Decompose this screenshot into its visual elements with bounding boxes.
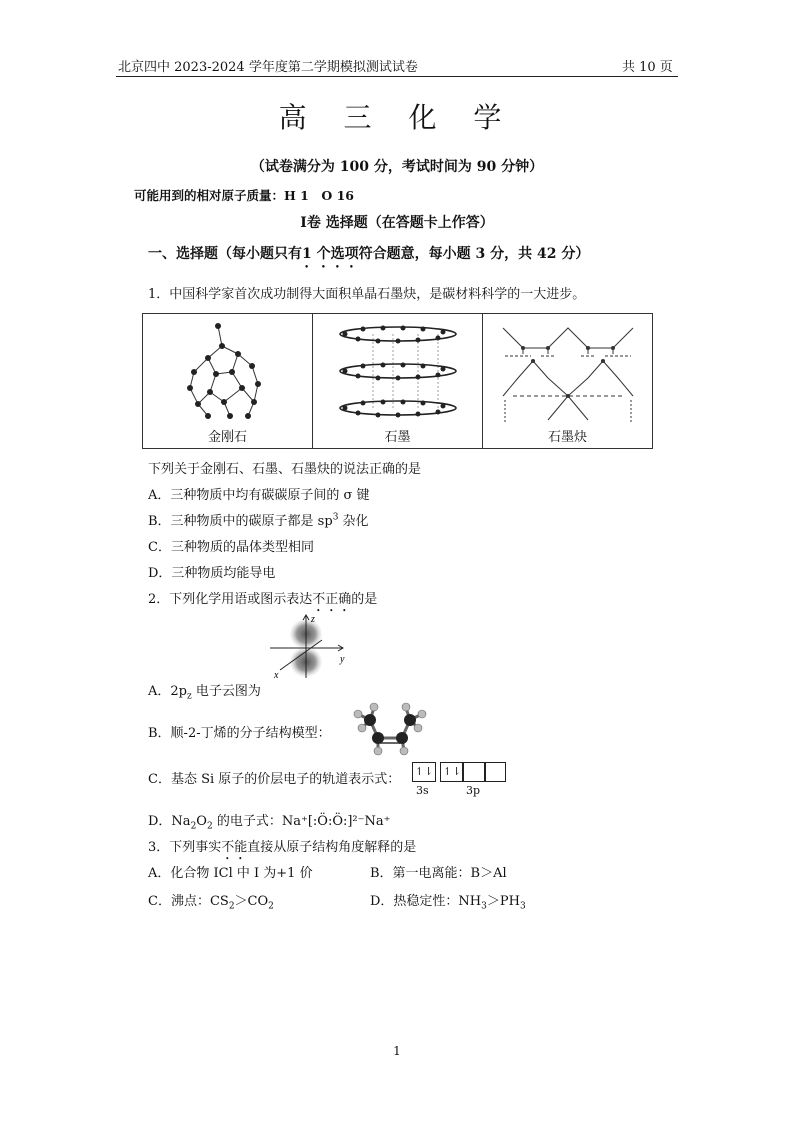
q2-option-a-sub: z: [186, 691, 192, 702]
q2-option-d-sub1: 2: [190, 821, 197, 832]
orbital-3p-2: [462, 762, 486, 782]
axis-label-y: y: [340, 654, 345, 665]
graphdiyne-structure-image: [493, 316, 643, 426]
q1-question: 下列关于金刚石、石墨、石墨炔的说法正确的是: [148, 462, 422, 477]
section-emph: 1 个选项: [302, 246, 359, 262]
q1-stem: 1．中国科学家首次成功制得大面积单晶石墨炔，是碳材料科学的一大进步。: [148, 287, 586, 302]
q2-option-a: [148, 680, 261, 702]
q3-stem-pre: 3．下列事实: [148, 840, 222, 855]
diamond-structure-image: [168, 316, 288, 426]
q1-option-a: A．三种物质中均有碳碳原子间的 σ 键: [148, 488, 370, 503]
header-left: 北京四中 2023-2024 学年度第二学期模拟测试试卷: [118, 60, 418, 75]
q2-option-a-post: 电子云图为: [191, 684, 261, 699]
q2-stem-emph: 不正确: [312, 592, 352, 607]
q2-option-d-pre: D．Na: [148, 814, 191, 829]
q3-option-c: [148, 890, 274, 912]
fig-caption-graphite: 石墨: [384, 430, 411, 445]
q3-stem: [148, 836, 416, 863]
section-title: [148, 243, 589, 271]
q2-option-a-pre: A．2p: [148, 684, 187, 699]
q2-stem-post: 的是: [351, 592, 378, 607]
q3-option-c-mid: ＞CO: [234, 894, 269, 909]
q3-option-d: [370, 890, 526, 912]
q2-stem: [148, 588, 377, 615]
graphdiyne-cell: [483, 314, 653, 449]
axis-label-z: z: [311, 614, 315, 625]
orbital-3p-1: ↿⇂: [440, 762, 464, 782]
section-pre: 一、选择题（每小题只有: [148, 246, 302, 262]
q1-option-d: D．三种物质均能导电: [148, 566, 276, 581]
page-title: 高 三 化 学: [278, 101, 516, 134]
axis-label-x: x: [274, 670, 279, 681]
orbital-3s: ↿⇂: [412, 762, 436, 782]
orbital-3p-3: [484, 762, 506, 782]
orbital-label-3s: 3s: [416, 784, 429, 797]
q3-option-c-sub1: 2: [228, 901, 235, 912]
q2-option-d-mid: O: [196, 814, 207, 829]
q1-option-c: C．三种物质的晶体类型相同: [148, 540, 314, 555]
fig-caption-diamond: 金刚石: [207, 430, 247, 445]
q1-option-b-sup: 3: [332, 512, 339, 523]
q2-option-d-sub2: 2: [206, 821, 213, 832]
q2-option-d: [148, 810, 391, 832]
cis-2-butene-model-image: [344, 698, 434, 756]
q2-option-b: B．顺-2-丁烯的分子结构模型：: [148, 726, 331, 741]
header-right: 共 10 页: [622, 60, 673, 75]
q3-stem-post: 直接从原子结构角度解释的是: [247, 840, 417, 855]
atomic-mass-note: 可能用到的相对原子质量：H 1 O 16: [134, 188, 354, 203]
page-number: 1: [393, 1044, 401, 1058]
q3-stem-emph: 不能: [221, 840, 248, 855]
q2-option-c: C．基态 Si 原子的价层电子的轨道表示式：: [148, 772, 401, 787]
q2-stem-pre: 2．下列化学用语或图示表达: [148, 592, 313, 607]
q3-option-b: B．第一电离能：B＞Al: [370, 866, 507, 881]
orbital-label-3p: 3p: [466, 784, 481, 797]
q3-option-d-sub1: 3: [481, 901, 487, 912]
graphite-structure-image: [323, 316, 473, 426]
q1-option-b: [148, 510, 369, 529]
q1-option-b-post: 杂化: [338, 514, 369, 529]
exam-info: （试卷满分为 100 分，考试时间为 90 分钟）: [250, 159, 544, 175]
q3-option-c-sub2: 2: [268, 901, 274, 912]
q1-figure-table: [142, 313, 653, 449]
q3-option-d-pre: D．热稳定性：NH: [370, 894, 482, 909]
q3-option-c-pre: C．沸点：CS: [148, 894, 229, 909]
pz-orbital-image: [266, 612, 358, 682]
header-rule: [116, 76, 678, 77]
q3-option-a: A．化合物 ICl 中 I 为+1 价: [148, 866, 313, 881]
q2-option-d-post: 的电子式：: [212, 814, 282, 829]
electron-formula: Na⁺[:Ö:Ö:]²⁻Na⁺: [281, 814, 391, 829]
diamond-cell: [143, 314, 313, 449]
fig-caption-graphdiyne: 石墨炔: [547, 430, 587, 445]
section-post: 符合题意，每小题 3 分，共 42 分）: [358, 246, 590, 262]
q3-option-d-mid: ＞PH: [486, 894, 520, 909]
q3-option-d-sub2: 3: [519, 901, 526, 912]
q1-option-b-pre: B．三种物质中的碳原子都是 sp: [148, 514, 333, 529]
part-title: I卷 选择题（在答题卡上作答）: [300, 215, 494, 231]
graphite-cell: [313, 314, 483, 449]
